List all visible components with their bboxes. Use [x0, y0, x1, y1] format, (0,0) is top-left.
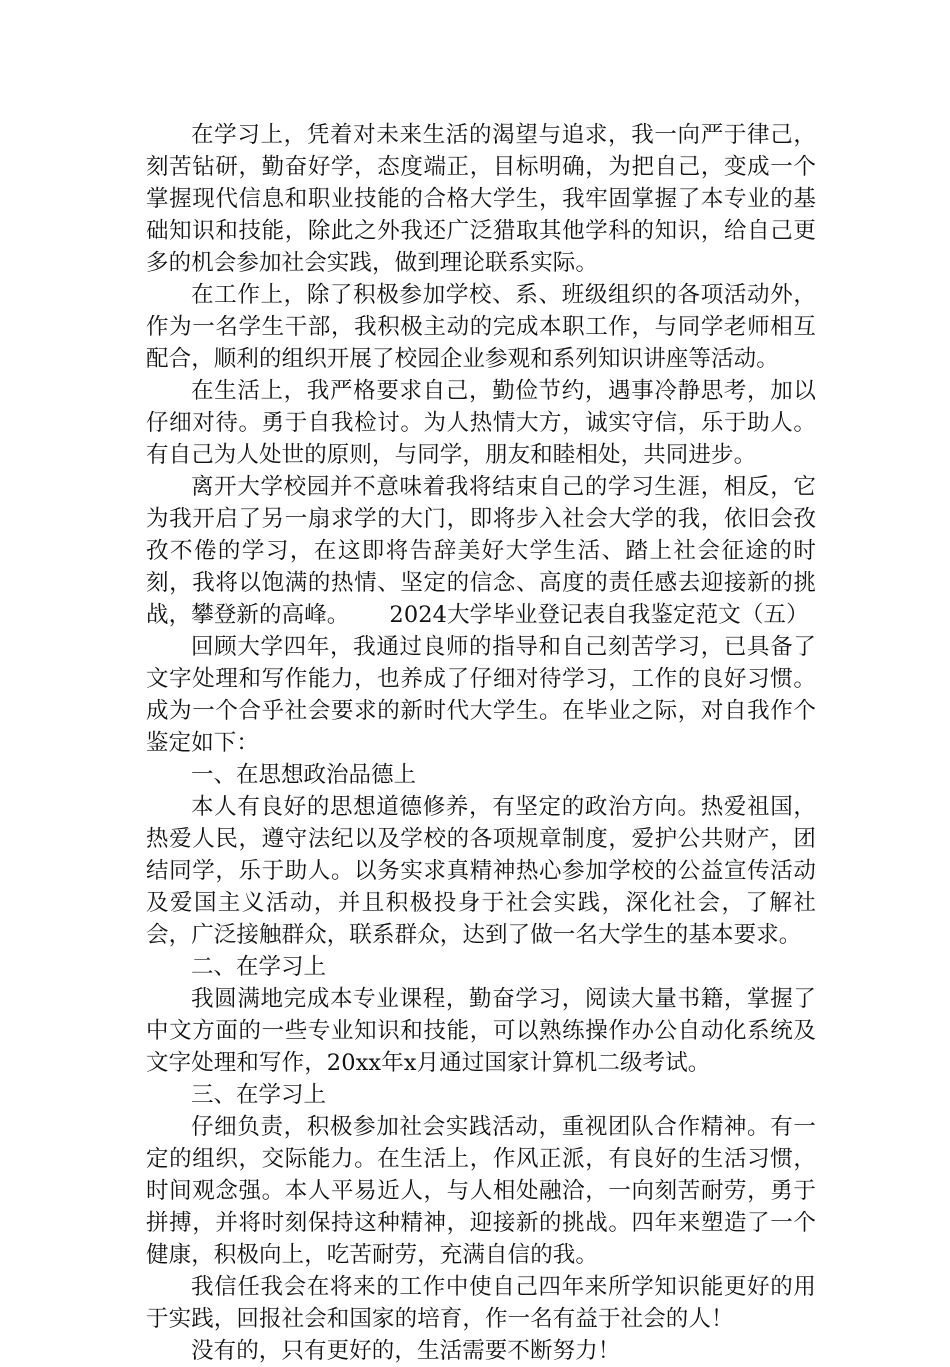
paragraph-leaving-campus-text: 离开大学校园并不意味着我将结束自己的学习生涯，相反，它为我开启了另一扇求学的大门，即将步入社会大学的我，依旧会孜孜不倦的学习，在这即将告辞美好大学生活、踏上社会征途的时刻，我将以饱满的热情、坚定的信念、高度的责任感去迎接新的挑战，攀登新的高峰。 [146, 474, 816, 628]
paragraph-review: 回顾大学四年，我通过良师的指导和自己刻苦学习，已具备了文字处理和写作能力，也养成了仔细对待学习，工作的良好习惯。成为一个合乎社会要求的新时代大学生。在毕业之际，对自我作个鉴定如下： [146, 634, 816, 756]
paragraph-study-detail: 我圆满地完成本专业课程，勤奋学习，阅读大量书籍，掌握了中文方面的一些专业知识和技能，可以熟练操作办公自动化系统及文字处理和写作，20xx年x月通过国家计算机二级考试。 [146, 986, 816, 1076]
paragraph-work: 在工作上，除了积极参加学校、系、班级组织的各项活动外，作为一名学生干部，我积极主动的完成本职工作，与同学老师相互配合，顺利的组织开展了校园企业参观和系列知识讲座等活动。 [146, 282, 816, 372]
heading-study-2: 三、在学习上 [191, 1082, 327, 1108]
paragraph-life: 在生活上，我严格要求自己，勤俭节约，遇事冷静思考，加以仔细对待。勇于自我检讨。为人热情大方，诚实守信，乐于助人。有自己为人处世的原则，与同学，朋友和睦相处，共同进步。 [146, 378, 816, 468]
paragraph-study: 在学习上，凭着对未来生活的渴望与追求，我一向严于律己，刻苦钻研，勤奋好学，态度端正，目标明确，为把自己，变成一个掌握现代信息和职业技能的合格大学生，我牢固掌握了本专业的基础知识和技能，除此之外我还广泛猎取其他学科的知识，给自己更多的机会参加社会实践，做到理论联系实际。 [146, 122, 816, 276]
section-title: 2024大学毕业登记表自我鉴定范文（五） [389, 602, 809, 628]
paragraph-leaving-campus [146, 471, 816, 631]
paragraph-final: 没有的，只有更好的，生活需要不断努力！ [191, 1338, 621, 1364]
heading-ideology: 一、在思想政治品德上 [191, 762, 417, 788]
document-body [146, 119, 816, 1367]
paragraph-ideology: 本人有良好的思想道德修养，有坚定的政治方向。热爱祖国，热爱人民，遵守法纪以及学校的各项规章制度，爱护公共财产，团结同学，乐于助人。以务实求真精神热心参加学校的公益宣传活动及爱国主义活动，并且积极投身于社会实践，深化社会，了解社会，广泛接触群众，联系群众，达到了做一名大学生的基本要求。 [146, 794, 816, 948]
heading-study: 二、在学习上 [191, 954, 327, 980]
paragraph-closing: 我信任我会在将来的工作中使自己四年来所学知识能更好的用于实践，回报社会和国家的培育，作一名有益于社会的人！ [146, 1274, 816, 1332]
paragraph-practice: 仔细负责，积极参加社会实践活动，重视团队合作精神。有一定的组织，交际能力。在生活上，作风正派，有良好的生活习惯，时间观念强。本人平易近人，与人相处融洽，一向刻苦耐劳，勇于拼搏，并将时刻保持这种精神，迎接新的挑战。四年来塑造了一个健康，积极向上，吃苦耐劳，充满自信的我。 [146, 1114, 816, 1268]
